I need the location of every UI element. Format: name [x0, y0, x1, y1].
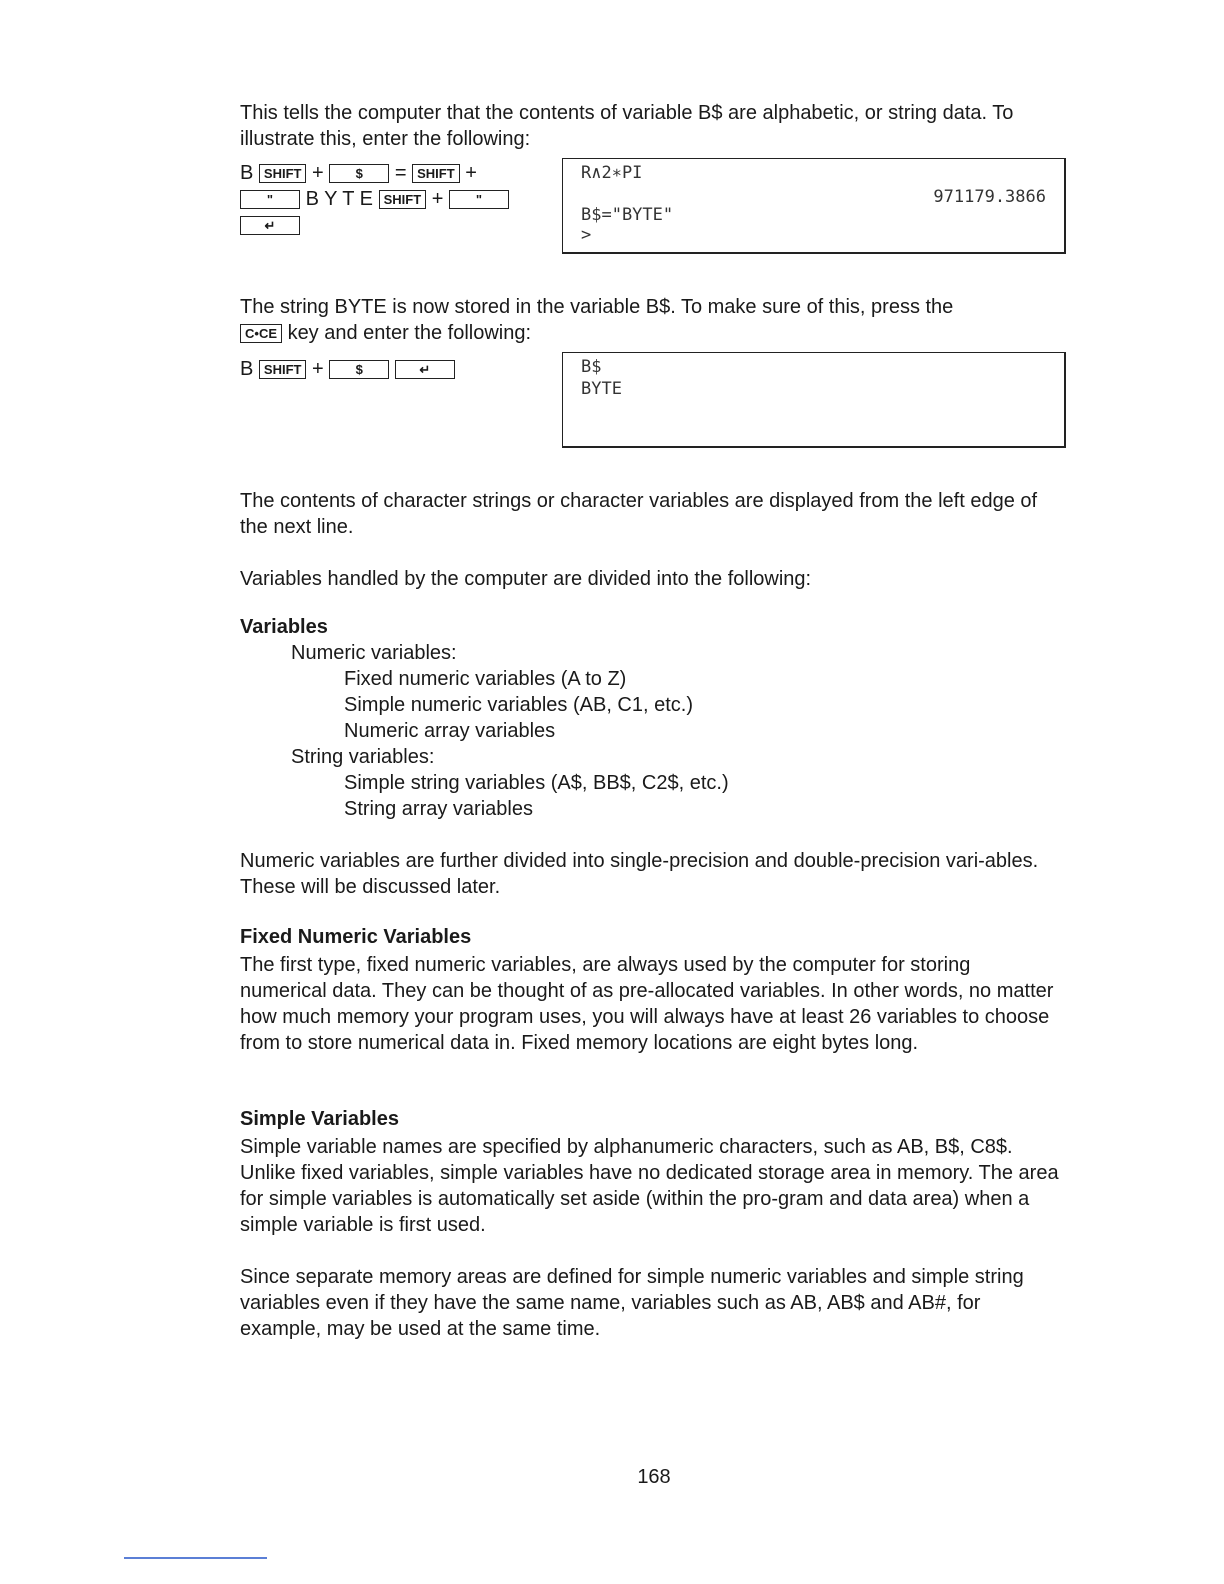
variables-intro: Variables handled by the computer are divided into the following: [240, 568, 812, 590]
page-number: 168 [637, 1466, 671, 1488]
plus-sign: + [312, 162, 324, 184]
intro-paragraph: This tells the computer that the contents of variable B$ are alphabetic, or string data. To illustrate this, enter the following: [240, 102, 1014, 150]
footer-rule [124, 1557, 267, 1559]
plus-sign: + [312, 358, 324, 380]
example2-key-sequence [240, 356, 455, 382]
list-item: Fixed numeric variables (A to Z) [344, 668, 627, 690]
fixed-paragraph: The first type, fixed numeric variables, are always used by the computer for storing numerical data. They can be thought of as pre-allocated variables. In other words, no matter how much memory your program uses, you will always have at least 26 variables to choose from to store numerical data in. Fixed memory locations are eight bytes long. [240, 954, 1054, 1054]
display-screen-1 [562, 158, 1066, 254]
plus-sign: + [431, 188, 444, 210]
precision-paragraph: Numeric variables are further divided into single-precision and double-precision vari-ables. These will be discussed later. [240, 850, 1039, 898]
fixed-heading: Fixed Numeric Variables [240, 926, 472, 948]
dollar-key: $ [329, 164, 389, 183]
separate-paragraph: Since separate memory areas are defined for simple numeric variables and simple string variables even if they have the same name, variables such as AB, AB$ and AB#, for example, may be used at the same time. [240, 1266, 1024, 1340]
screen-prompt: > [581, 225, 592, 245]
screen-line: BYTE [581, 379, 622, 399]
shift-key: SHIFT [259, 164, 307, 183]
typed-word: B Y T E [305, 188, 374, 210]
numeric-variables-label: Numeric variables: [291, 642, 457, 664]
enter-key-icon: ↵ [240, 216, 300, 235]
shift-key: SHIFT [379, 190, 427, 209]
example1-key-sequence [240, 160, 509, 238]
display-screen-2 [562, 352, 1066, 448]
string-variables-label: String variables: [291, 746, 435, 768]
middle-paragraph-b: key and enter the following: [287, 322, 532, 344]
middle-paragraph-a: The string BYTE is now stored in the variable B$. To make sure of this, press the [240, 296, 954, 318]
shift-key: SHIFT [259, 360, 307, 379]
key-b: B [240, 162, 254, 184]
cce-key: C•CE [240, 324, 282, 343]
contents-paragraph: The contents of character strings or character variables are displayed from the left edge of the next line. [240, 490, 1038, 538]
middle-paragraph [240, 294, 1060, 346]
list-item: Simple string variables (A$, BB$, C2$, etc.) [344, 772, 729, 794]
simple-heading: Simple Variables [240, 1108, 399, 1130]
list-item: String array variables [344, 798, 533, 820]
variables-heading: Variables [240, 616, 328, 638]
screen-line: R∧2∗PI [581, 163, 643, 183]
screen-line: B$ [581, 357, 602, 377]
screen-result: 971179.3866 [933, 187, 1046, 207]
key-b: B [240, 358, 254, 380]
quote-key: " [240, 190, 300, 209]
enter-key-icon: ↵ [395, 360, 455, 379]
dollar-key: $ [329, 360, 389, 379]
plus-sign: + [465, 162, 477, 184]
equals-sign: = [394, 162, 407, 184]
simple-paragraph: Simple variable names are specified by alphanumeric characters, such as AB, B$, C8$. Unlike fixed variables, simple variables have no dedicated storage area in memory. The area for simple variables is automatically set aside (within the pro-gram and data area) when a simple variable is first used. [240, 1136, 1059, 1236]
quote-key: " [449, 190, 509, 209]
list-item: Numeric array variables [344, 720, 556, 742]
shift-key: SHIFT [412, 164, 460, 183]
list-item: Simple numeric variables (AB, C1, etc.) [344, 694, 694, 716]
screen-line: B$="BYTE" [581, 205, 674, 225]
